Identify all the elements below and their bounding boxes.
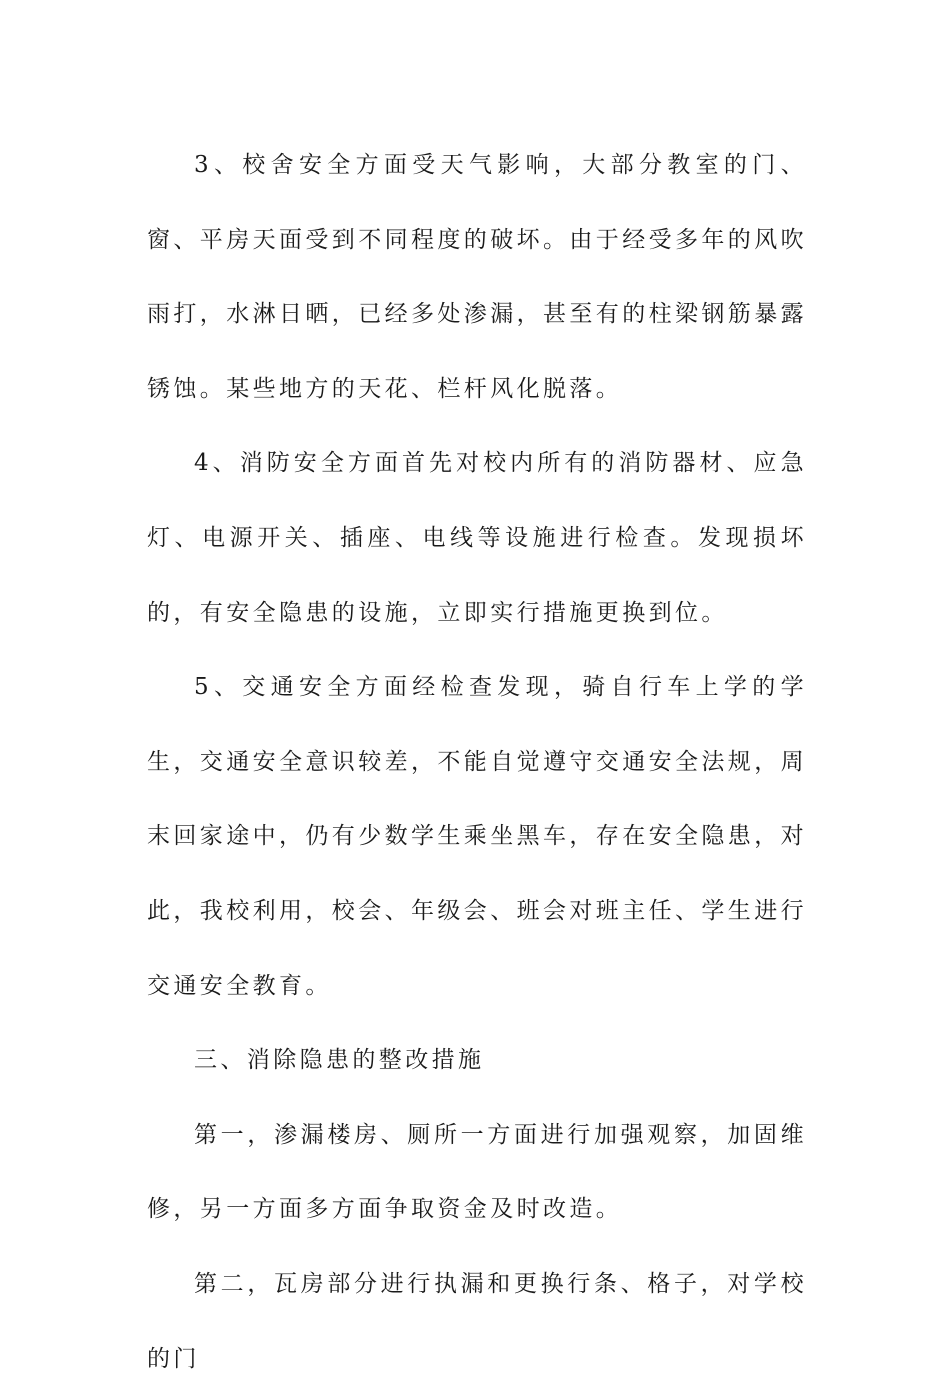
paragraph-measure-first: 第一，渗漏楼房、厕所一方面进行加强观察，加固维修，另一方面多方面争取资金及时改造。 (147, 1121, 807, 1223)
document-body (147, 128, 807, 1396)
paragraph-measure-second: 第二，瓦房部分进行执漏和更换行条、格子，对学校的门 (147, 1270, 807, 1372)
section-heading-rectification-measures: 三、消除隐患的整改措施 (194, 1047, 485, 1074)
paragraph-traffic-safety: 5、交通安全方面经检查发现，骑自行车上学的学生，交通安全意识较差，不能自觉遵守交通安全法规，周末回家途中，仍有少数学生乘坐黑车，存在安全隐患，对此，我校利用，校会、年级会、班会对班主任、学生进行交通安全教育。 (147, 674, 807, 999)
paragraph-school-building-safety: 3、校舍安全方面受天气影响，大部分教室的门、窗、平房天面受到不同程度的破坏。由于经受多年的风吹雨打，水淋日晒，已经多处渗漏，甚至有的柱梁钢筋暴露锈蚀。某些地方的天花、栏杆风化脱落。 (147, 152, 807, 402)
paragraph-fire-safety: 4、消防安全方面首先对校内所有的消防器材、应急灯、电源开关、插座、电线等设施进行检查。发现损坏的，有安全隐患的设施，立即实行措施更换到位。 (147, 450, 807, 626)
